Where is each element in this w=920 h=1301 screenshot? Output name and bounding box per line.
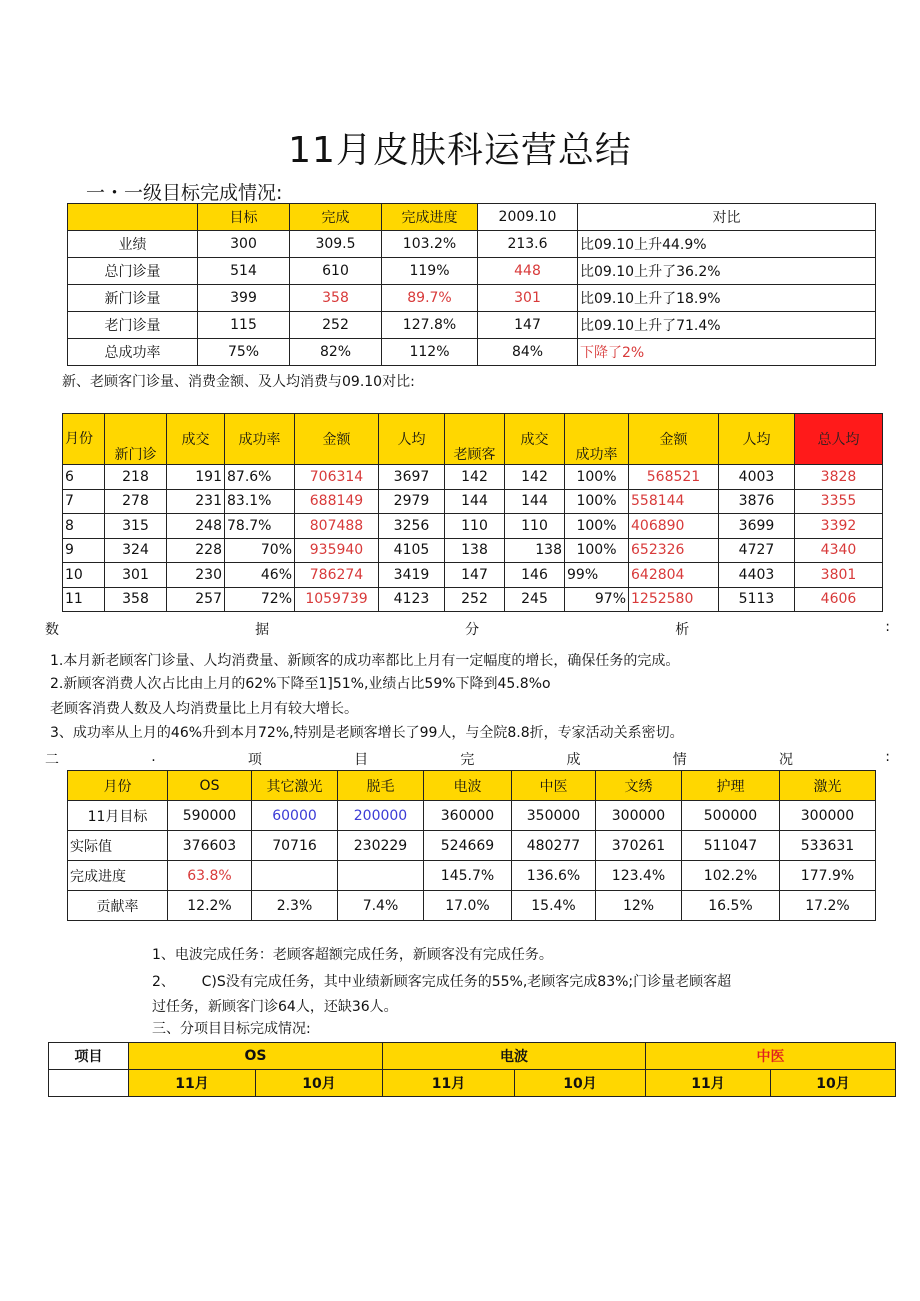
cell: 100% <box>565 465 629 490</box>
cell: 524669 <box>424 831 512 861</box>
header-cell: 人均 <box>379 414 445 465</box>
cell: 177.9% <box>780 861 876 891</box>
cell: 17.0% <box>424 891 512 921</box>
header-cell: 其它激光 <box>252 771 338 801</box>
analysis-heading <box>45 619 890 639</box>
cell: 9 <box>63 538 105 563</box>
header-cell: 新门诊 <box>105 414 167 465</box>
row-label: 实际值 <box>68 831 168 861</box>
cell: 257 <box>167 587 225 612</box>
cell: 300000 <box>596 801 682 831</box>
cell: 568521 <box>629 465 719 490</box>
cell: 100% <box>565 538 629 563</box>
cell: 138 <box>505 538 565 563</box>
header-cell: 对比 <box>578 204 876 231</box>
month-header: 11月 <box>383 1070 515 1097</box>
cell: 4123 <box>379 587 445 612</box>
table-row <box>68 231 876 258</box>
cell: 406890 <box>629 514 719 539</box>
cell: 399 <box>198 285 290 312</box>
cell: 102.2% <box>682 861 780 891</box>
header-cell: 中医 <box>512 771 596 801</box>
cell: 1252580 <box>629 587 719 612</box>
cell: 3801 <box>795 563 883 588</box>
table-row <box>63 489 883 514</box>
table-row <box>63 465 883 490</box>
table2-caption: 新、老顾客门诊量、消费金额、及人均消费与09.10对比: <box>62 374 415 390</box>
cell: 115 <box>198 312 290 339</box>
cell: 590000 <box>168 801 252 831</box>
cell: 448 <box>478 258 578 285</box>
row-label: 老门诊量 <box>68 312 198 339</box>
header-cell: 目标 <box>198 204 290 231</box>
table-header-row <box>68 204 876 231</box>
heading-char: 况 <box>778 752 793 768</box>
cell: 110 <box>505 514 565 539</box>
cell: 7.4% <box>338 891 424 921</box>
table-row <box>68 285 876 312</box>
group-header: 中医 <box>646 1043 896 1070</box>
cell: 比09.10上升了36.2% <box>578 258 876 285</box>
cell: 7 <box>63 489 105 514</box>
cell: 15.4% <box>512 891 596 921</box>
heading-char: 分 <box>465 622 480 638</box>
table-header-row <box>68 771 876 801</box>
analysis-line: 老顾客消费人数及人均消费量比上月有较大增长。 <box>50 701 358 717</box>
header-cell: 人均 <box>719 414 795 465</box>
table-row <box>63 514 883 539</box>
header-cell: 完成进度 <box>382 204 478 231</box>
item-target-table <box>48 1042 896 1097</box>
heading-char: : <box>885 619 890 635</box>
page-title: 11月皮肤科运营总结 <box>288 130 632 171</box>
cell: 688149 <box>295 489 379 514</box>
heading-char: : <box>885 749 890 765</box>
cell: 324 <box>105 538 167 563</box>
heading-char: 成 <box>566 752 581 768</box>
cell: 16.5% <box>682 891 780 921</box>
monthly-comparison-table <box>62 413 883 612</box>
group-header: 电波 <box>383 1043 646 1070</box>
table-row <box>68 312 876 339</box>
cell: 比09.10上升了18.9% <box>578 285 876 312</box>
table-row <box>68 891 876 921</box>
cell: 78.7% <box>225 514 295 539</box>
cell: 358 <box>290 285 382 312</box>
month-header: 10月 <box>771 1070 896 1097</box>
cell: 11 <box>63 587 105 612</box>
empty-cell <box>49 1070 129 1097</box>
cell: 3256 <box>379 514 445 539</box>
section3-heading: 三、分项目目标完成情况: <box>152 1021 311 1037</box>
cell: 147 <box>445 563 505 588</box>
analysis-line: 3、成功率从上月的46%升到本月72%,特别是老顾客增长了99人，与全院8.8折，专家活动关系密切。 <box>50 725 684 741</box>
cell: 511047 <box>682 831 780 861</box>
table-row <box>68 861 876 891</box>
cell: 300000 <box>780 801 876 831</box>
cell: 比09.10上升了71.4% <box>578 312 876 339</box>
row-label: 总成功率 <box>68 339 198 366</box>
cell: 480277 <box>512 831 596 861</box>
cell: 127.8% <box>382 312 478 339</box>
cell: 278 <box>105 489 167 514</box>
cell: 6 <box>63 465 105 490</box>
cell: 17.2% <box>780 891 876 921</box>
header-cell: 完成 <box>290 204 382 231</box>
header-cell: 护理 <box>682 771 780 801</box>
cell: 100% <box>565 489 629 514</box>
header-cell: 金额 <box>295 414 379 465</box>
cell: 301 <box>105 563 167 588</box>
cell: 315 <box>105 514 167 539</box>
cell: 514 <box>198 258 290 285</box>
cell: 358 <box>105 587 167 612</box>
cell <box>338 861 424 891</box>
table-row <box>68 339 876 366</box>
cell: 87.6% <box>225 465 295 490</box>
cell: 4340 <box>795 538 883 563</box>
cell: 370261 <box>596 831 682 861</box>
cell: 8 <box>63 514 105 539</box>
header-cell: 月份 <box>68 771 168 801</box>
heading-char: 二 <box>45 752 59 768</box>
cell: 103.2% <box>382 231 478 258</box>
month-header: 10月 <box>515 1070 646 1097</box>
section2-heading <box>45 749 890 769</box>
cell: 230229 <box>338 831 424 861</box>
header-cell: 成交 <box>167 414 225 465</box>
cell: 252 <box>290 312 382 339</box>
table-header-row <box>49 1043 896 1070</box>
cell: 309.5 <box>290 231 382 258</box>
heading-char: 据 <box>255 622 270 638</box>
header-cell: 电波 <box>424 771 512 801</box>
cell: 70716 <box>252 831 338 861</box>
cell: 下降了2% <box>578 339 876 366</box>
cell: 4606 <box>795 587 883 612</box>
analysis-line: 1.本月新老顾客门诊量、人均消费量、新顾客的成功率都比上月有一定幅度的增长，确保任务的完成。 <box>50 653 680 669</box>
header-cell: 成功率 <box>225 414 295 465</box>
cell: 2979 <box>379 489 445 514</box>
header-cell: 2009.10 <box>478 204 578 231</box>
cell: 252 <box>445 587 505 612</box>
project-completion-table <box>67 770 876 921</box>
section2-note: 过任务，新顾客门诊64人，还缺36人。 <box>152 999 398 1015</box>
cell: 97% <box>565 587 629 612</box>
cell: 245 <box>505 587 565 612</box>
cell: 4105 <box>379 538 445 563</box>
cell: 642804 <box>629 563 719 588</box>
table-row <box>68 831 876 861</box>
row-label: 11月目标 <box>68 801 168 831</box>
cell: 63.8% <box>168 861 252 891</box>
cell: 807488 <box>295 514 379 539</box>
month-header: 10月 <box>256 1070 383 1097</box>
heading-char: . <box>151 749 156 765</box>
header-cell: 金额 <box>629 414 719 465</box>
table-row <box>63 563 883 588</box>
heading-char: 情 <box>672 752 687 768</box>
cell: 110 <box>445 514 505 539</box>
cell: 3355 <box>795 489 883 514</box>
cell: 3419 <box>379 563 445 588</box>
cell: 231 <box>167 489 225 514</box>
cell: 119% <box>382 258 478 285</box>
header-cell <box>68 204 198 231</box>
cell: 83.1% <box>225 489 295 514</box>
row-label: 总门诊量 <box>68 258 198 285</box>
cell: 比09.10上升44.9% <box>578 231 876 258</box>
cell: 218 <box>105 465 167 490</box>
cell <box>252 861 338 891</box>
cell: 2.3% <box>252 891 338 921</box>
cell: 213.6 <box>478 231 578 258</box>
cell: 84% <box>478 339 578 366</box>
group-header: OS <box>129 1043 383 1070</box>
cell: 46% <box>225 563 295 588</box>
section1-heading: 一・一级目标完成情况: <box>86 182 283 204</box>
cell: 1059739 <box>295 587 379 612</box>
analysis-line: 2.新顾客消费人次占比由上月的62%下降至1]51%,业绩占比59%下降到45.8%o <box>50 676 551 692</box>
cell: 144 <box>445 489 505 514</box>
header-cell: 老顾客 <box>445 414 505 465</box>
cell: 112% <box>382 339 478 366</box>
row-label: 完成进度 <box>68 861 168 891</box>
table-row <box>63 538 883 563</box>
cell: 706314 <box>295 465 379 490</box>
cell: 75% <box>198 339 290 366</box>
cell: 3876 <box>719 489 795 514</box>
month-header: 11月 <box>129 1070 256 1097</box>
header-cell: 月份 <box>63 414 105 465</box>
cell: 533631 <box>780 831 876 861</box>
cell: 99% <box>565 563 629 588</box>
cell: 12% <box>596 891 682 921</box>
cell: 142 <box>445 465 505 490</box>
cell: 3699 <box>719 514 795 539</box>
header-cell: 总人均 <box>795 414 883 465</box>
cell: 145.7% <box>424 861 512 891</box>
row-label: 新门诊量 <box>68 285 198 312</box>
heading-char: 析 <box>675 622 690 638</box>
cell: 147 <box>478 312 578 339</box>
cell: 4003 <box>719 465 795 490</box>
cell: 136.6% <box>512 861 596 891</box>
cell: 786274 <box>295 563 379 588</box>
cell: 200000 <box>338 801 424 831</box>
cell: 4403 <box>719 563 795 588</box>
table-row <box>68 801 876 831</box>
cell: 60000 <box>252 801 338 831</box>
heading-char: 数 <box>45 622 59 638</box>
cell: 146 <box>505 563 565 588</box>
section2-note: 2、 C)S没有完成任务，其中业绩新顾客完成任务的55%,老顾客完成83%;门诊量老顾客超 <box>152 974 732 990</box>
cell: 376603 <box>168 831 252 861</box>
cell: 3828 <box>795 465 883 490</box>
month-header: 11月 <box>646 1070 771 1097</box>
cell: 82% <box>290 339 382 366</box>
cell: 123.4% <box>596 861 682 891</box>
cell: 610 <box>290 258 382 285</box>
cell: 935940 <box>295 538 379 563</box>
cell: 138 <box>445 538 505 563</box>
cell: 500000 <box>682 801 780 831</box>
cell: 72% <box>225 587 295 612</box>
header-cell: 激光 <box>780 771 876 801</box>
cell: 142 <box>505 465 565 490</box>
cell: 350000 <box>512 801 596 831</box>
cell: 360000 <box>424 801 512 831</box>
cell: 10 <box>63 563 105 588</box>
heading-char: 项 <box>247 752 262 768</box>
section2-note: 1、电波完成任务：老顾客超额完成任务，新顾客没有完成任务。 <box>152 947 553 963</box>
heading-char: 完 <box>460 752 475 768</box>
row-label: 业绩 <box>68 231 198 258</box>
cell: 191 <box>167 465 225 490</box>
cell: 100% <box>565 514 629 539</box>
heading-char: 目 <box>354 752 369 768</box>
cell: 230 <box>167 563 225 588</box>
cell: 300 <box>198 231 290 258</box>
cell: 12.2% <box>168 891 252 921</box>
header-cell: 文绣 <box>596 771 682 801</box>
cell: 301 <box>478 285 578 312</box>
cell: 89.7% <box>382 285 478 312</box>
table-subheader-row <box>49 1070 896 1097</box>
table-header-row <box>63 414 883 465</box>
header-cell: 脱毛 <box>338 771 424 801</box>
table-row <box>63 587 883 612</box>
cell: 652326 <box>629 538 719 563</box>
header-cell: 成功率 <box>565 414 629 465</box>
cell: 144 <box>505 489 565 514</box>
item-label: 项目 <box>49 1043 129 1070</box>
cell: 5113 <box>719 587 795 612</box>
cell: 3392 <box>795 514 883 539</box>
table-row <box>68 258 876 285</box>
cell: 558144 <box>629 489 719 514</box>
cell: 228 <box>167 538 225 563</box>
row-label: 贡献率 <box>68 891 168 921</box>
header-cell: OS <box>168 771 252 801</box>
header-cell: 成交 <box>505 414 565 465</box>
target-completion-table <box>67 203 876 366</box>
cell: 248 <box>167 514 225 539</box>
cell: 3697 <box>379 465 445 490</box>
cell: 70% <box>225 538 295 563</box>
cell: 4727 <box>719 538 795 563</box>
